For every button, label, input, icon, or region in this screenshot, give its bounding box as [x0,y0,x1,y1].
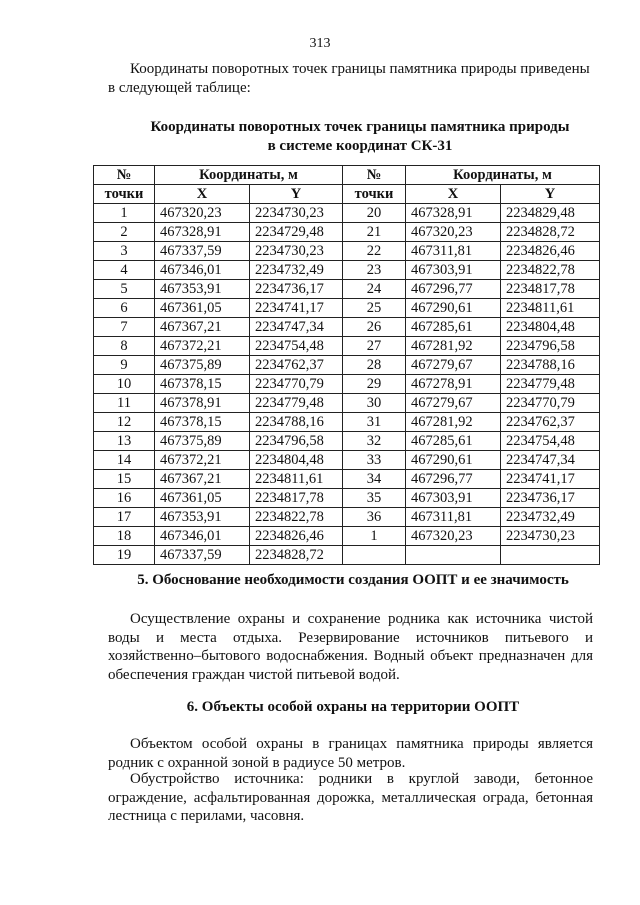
table-row [94,489,600,508]
y-coordinate-cell: 2234822,78 [250,508,343,527]
section5-paragraph [108,610,593,684]
header-num-label-right: точки [343,185,406,204]
header-coords-left: Координаты, м [155,166,343,185]
point-number-cell: 36 [343,508,406,527]
x-coordinate-cell: 467279,67 [406,394,501,413]
y-coordinate-cell: 2234732,49 [250,261,343,280]
header-num-label-left: точки [94,185,155,204]
y-coordinate-cell [501,546,600,565]
x-coordinate-cell: 467296,77 [406,280,501,299]
x-coordinate-cell: 467337,59 [155,242,250,261]
x-coordinate-cell: 467378,91 [155,394,250,413]
x-coordinate-cell: 467320,23 [406,223,501,242]
x-coordinate-cell: 467367,21 [155,470,250,489]
x-coordinate-cell: 467367,21 [155,318,250,337]
table-row [94,508,600,527]
y-coordinate-cell: 2234747,34 [501,451,600,470]
point-number-cell: 14 [94,451,155,470]
point-number-cell: 22 [343,242,406,261]
point-number-cell: 5 [94,280,155,299]
y-coordinate-cell: 2234788,16 [250,413,343,432]
x-coordinate-cell: 467281,92 [406,413,501,432]
point-number-cell: 9 [94,356,155,375]
x-coordinate-cell: 467378,15 [155,375,250,394]
point-number-cell: 25 [343,299,406,318]
x-coordinate-cell: 467353,91 [155,280,250,299]
table-row [94,204,600,223]
y-coordinate-cell: 2234770,79 [250,375,343,394]
header-num-symbol-right: № [343,166,406,185]
table-row [94,223,600,242]
header-x-left: X [155,185,250,204]
point-number-cell: 1 [343,527,406,546]
point-number-cell: 19 [94,546,155,565]
table-row [94,432,600,451]
y-coordinate-cell: 2234822,78 [501,261,600,280]
header-y-right: Y [501,185,600,204]
page-number: 313 [309,36,331,51]
x-coordinate-cell: 467279,67 [406,356,501,375]
y-coordinate-cell: 2234730,23 [250,204,343,223]
x-coordinate-cell: 467285,61 [406,432,501,451]
x-coordinate-cell: 467378,15 [155,413,250,432]
y-coordinate-cell: 2234826,46 [501,242,600,261]
table-title [120,118,600,156]
y-coordinate-cell: 2234811,61 [501,299,600,318]
point-number-cell: 17 [94,508,155,527]
table-row [94,242,600,261]
y-coordinate-cell: 2234732,49 [501,508,600,527]
point-number-cell: 23 [343,261,406,280]
x-coordinate-cell: 467375,89 [155,432,250,451]
point-number-cell: 7 [94,318,155,337]
y-coordinate-cell: 2234736,17 [501,489,600,508]
table-row [94,527,600,546]
table-row [94,261,600,280]
point-number-cell: 31 [343,413,406,432]
x-coordinate-cell: 467346,01 [155,261,250,280]
y-coordinate-cell: 2234796,58 [501,337,600,356]
table-row [94,356,600,375]
y-coordinate-cell: 2234826,46 [250,527,343,546]
x-coordinate-cell: 467311,81 [406,242,501,261]
point-number-cell: 24 [343,280,406,299]
y-coordinate-cell: 2234804,48 [250,451,343,470]
y-coordinate-cell: 2234811,61 [250,470,343,489]
x-coordinate-cell: 467361,05 [155,299,250,318]
y-coordinate-cell: 2234754,48 [250,337,343,356]
header-coords-right: Координаты, м [406,166,600,185]
y-coordinate-cell: 2234747,34 [250,318,343,337]
x-coordinate-cell: 467372,21 [155,451,250,470]
y-coordinate-cell: 2234770,79 [501,394,600,413]
point-number-cell: 18 [94,527,155,546]
y-coordinate-cell: 2234736,17 [250,280,343,299]
y-coordinate-cell: 2234754,48 [501,432,600,451]
table-row [94,546,600,565]
point-number-cell: 26 [343,318,406,337]
point-number-cell: 30 [343,394,406,413]
point-number-cell: 4 [94,261,155,280]
x-coordinate-cell: 467278,91 [406,375,501,394]
x-coordinate-cell: 467290,61 [406,299,501,318]
section6-text-2: Обустройство источника: родники в круглой заводи, бетонное ограждение, асфальтированная дорожка, металлическая ограда, бетонная лестница с перилами, часовня. [108,771,593,824]
point-number-cell: 2 [94,223,155,242]
y-coordinate-cell: 2234779,48 [501,375,600,394]
table-title-line1: Координаты поворотных точек границы памятника природы [150,119,570,135]
y-coordinate-cell: 2234817,78 [250,489,343,508]
header-x-right: X [406,185,501,204]
table-row [94,375,600,394]
y-coordinate-cell: 2234762,37 [501,413,600,432]
table-row [94,470,600,489]
x-coordinate-cell: 467290,61 [406,451,501,470]
x-coordinate-cell: 467361,05 [155,489,250,508]
point-number-cell: 10 [94,375,155,394]
point-number-cell: 20 [343,204,406,223]
intro-text: Координаты поворотных точек границы памятника природы приведены в следующей таблице: [108,61,590,96]
point-number-cell: 32 [343,432,406,451]
table-title-line2: в системе координат СК-31 [267,138,453,154]
y-coordinate-cell: 2234741,17 [501,470,600,489]
x-coordinate-cell: 467375,89 [155,356,250,375]
x-coordinate-cell: 467337,59 [155,546,250,565]
y-coordinate-cell: 2234762,37 [250,356,343,375]
x-coordinate-cell: 467296,77 [406,470,501,489]
point-number-cell: 33 [343,451,406,470]
point-number-cell: 3 [94,242,155,261]
section6-text-1: Объектом особой охраны в границах памятника природы является родник с охранной зоной в радиусе 50 метров. [108,736,593,771]
y-coordinate-cell: 2234829,48 [501,204,600,223]
header-num-symbol-left: № [94,166,155,185]
section6-heading: 6. Объекты особой охраны на территории ООПТ [186,699,520,715]
y-coordinate-cell: 2234804,48 [501,318,600,337]
point-number-cell: 35 [343,489,406,508]
y-coordinate-cell: 2234817,78 [501,280,600,299]
point-number-cell [343,546,406,565]
table-row [94,299,600,318]
point-number-cell: 1 [94,204,155,223]
point-number-cell: 28 [343,356,406,375]
x-coordinate-cell: 467346,01 [155,527,250,546]
y-coordinate-cell: 2234730,23 [250,242,343,261]
point-number-cell: 13 [94,432,155,451]
coordinates-table [93,165,600,565]
point-number-cell: 21 [343,223,406,242]
y-coordinate-cell: 2234828,72 [501,223,600,242]
y-coordinate-cell: 2234796,58 [250,432,343,451]
table-row [94,318,600,337]
y-coordinate-cell: 2234730,23 [501,527,600,546]
x-coordinate-cell: 467285,61 [406,318,501,337]
point-number-cell: 6 [94,299,155,318]
y-coordinate-cell: 2234779,48 [250,394,343,413]
point-number-cell: 15 [94,470,155,489]
section6-paragraph-2 [108,770,593,826]
section5-text: Осуществление охраны и сохранение родника как источника чистой воды и места отдыха. Резервирование источников питьевого и хозяйственно–бытового водоснабжения. Водный объект предназначен для обеспечения граждан чистой питьевой водой. [108,611,593,683]
header-y-left: Y [250,185,343,204]
x-coordinate-cell: 467311,81 [406,508,501,527]
x-coordinate-cell: 467281,92 [406,337,501,356]
x-coordinate-cell: 467328,91 [155,223,250,242]
table-row [94,394,600,413]
y-coordinate-cell: 2234828,72 [250,546,343,565]
point-number-cell: 16 [94,489,155,508]
table-row [94,280,600,299]
y-coordinate-cell: 2234741,17 [250,299,343,318]
x-coordinate-cell: 467320,23 [406,527,501,546]
x-coordinate-cell: 467320,23 [155,204,250,223]
point-number-cell: 29 [343,375,406,394]
table-row [94,413,600,432]
section6-paragraph-1 [108,735,593,772]
x-coordinate-cell: 467303,91 [406,489,501,508]
x-coordinate-cell: 467353,91 [155,508,250,527]
y-coordinate-cell: 2234788,16 [501,356,600,375]
x-coordinate-cell: 467303,91 [406,261,501,280]
intro-paragraph [108,60,598,98]
section5-heading: 5. Обоснование необходимости создания ООПТ и ее значимость [137,572,569,588]
table-row [94,451,600,470]
y-coordinate-cell: 2234729,48 [250,223,343,242]
point-number-cell: 34 [343,470,406,489]
point-number-cell: 11 [94,394,155,413]
x-coordinate-cell: 467372,21 [155,337,250,356]
x-coordinate-cell: 467328,91 [406,204,501,223]
x-coordinate-cell [406,546,501,565]
point-number-cell: 12 [94,413,155,432]
point-number-cell: 8 [94,337,155,356]
coordinates-table-body [94,204,600,565]
table-row [94,337,600,356]
point-number-cell: 27 [343,337,406,356]
